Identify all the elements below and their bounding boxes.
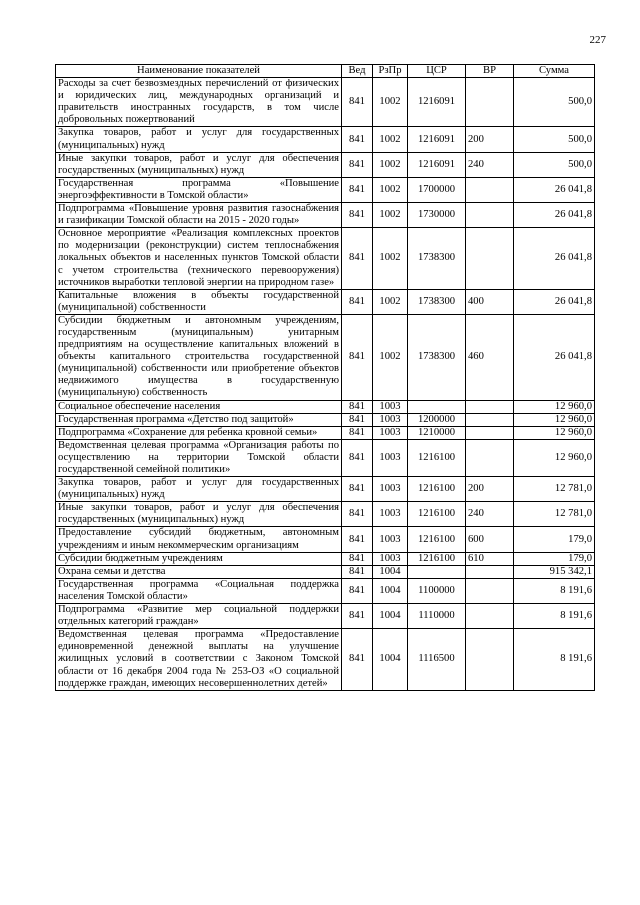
row-csr: 1216091 bbox=[408, 127, 466, 152]
row-rzpr: 1003 bbox=[373, 502, 408, 527]
row-name: Иные закупки товаров, работ и услуг для обеспечения государственных (муниципальных) нужд bbox=[56, 152, 342, 177]
row-csr: 1116500 bbox=[408, 629, 466, 690]
row-name: Государственная программа «Детство под защитой» bbox=[56, 413, 342, 426]
row-sum: 8 191,6 bbox=[514, 604, 595, 629]
row-ved: 841 bbox=[342, 439, 373, 476]
row-sum: 12 960,0 bbox=[514, 426, 595, 439]
row-vr: 240 bbox=[466, 152, 514, 177]
row-rzpr: 1004 bbox=[373, 578, 408, 603]
table-row bbox=[56, 502, 595, 527]
row-csr: 1210000 bbox=[408, 426, 466, 439]
row-sum: 26 041,8 bbox=[514, 289, 595, 314]
row-name: Капитальные вложения в объекты государственной (муниципальной) собственности bbox=[56, 289, 342, 314]
row-ved: 841 bbox=[342, 127, 373, 152]
row-vr bbox=[466, 578, 514, 603]
row-vr: 240 bbox=[466, 502, 514, 527]
row-ved: 841 bbox=[342, 400, 373, 413]
header-name: Наименование показателей bbox=[56, 65, 342, 78]
row-sum: 12 781,0 bbox=[514, 502, 595, 527]
row-csr: 1216091 bbox=[408, 152, 466, 177]
row-sum: 26 041,8 bbox=[514, 177, 595, 202]
page-number: 227 bbox=[589, 34, 606, 46]
header-rzpr: РзПр bbox=[373, 65, 408, 78]
table-row bbox=[56, 552, 595, 565]
header-ved: Вед bbox=[342, 65, 373, 78]
row-rzpr: 1003 bbox=[373, 477, 408, 502]
table-row bbox=[56, 604, 595, 629]
row-vr: 200 bbox=[466, 477, 514, 502]
row-name: Государственная программа «Повышение энергоэффективности в Томской области» bbox=[56, 177, 342, 202]
row-rzpr: 1002 bbox=[373, 228, 408, 289]
table-row bbox=[56, 314, 595, 400]
row-name: Охрана семьи и детства bbox=[56, 565, 342, 578]
row-rzpr: 1003 bbox=[373, 426, 408, 439]
header-vr: ВР bbox=[466, 65, 514, 78]
row-sum: 179,0 bbox=[514, 527, 595, 552]
budget-table bbox=[55, 64, 595, 691]
row-sum: 8 191,6 bbox=[514, 629, 595, 690]
row-vr bbox=[466, 400, 514, 413]
table-row bbox=[56, 565, 595, 578]
row-rzpr: 1004 bbox=[373, 604, 408, 629]
row-ved: 841 bbox=[342, 314, 373, 400]
row-csr: 1200000 bbox=[408, 413, 466, 426]
row-rzpr: 1002 bbox=[373, 289, 408, 314]
table-row bbox=[56, 629, 595, 690]
row-ved: 841 bbox=[342, 289, 373, 314]
row-ved: 841 bbox=[342, 578, 373, 603]
row-ved: 841 bbox=[342, 552, 373, 565]
row-sum: 12 781,0 bbox=[514, 477, 595, 502]
row-ved: 841 bbox=[342, 477, 373, 502]
row-sum: 12 960,0 bbox=[514, 400, 595, 413]
row-ved: 841 bbox=[342, 152, 373, 177]
table-header-row bbox=[56, 65, 595, 78]
row-csr: 1730000 bbox=[408, 203, 466, 228]
table-row bbox=[56, 400, 595, 413]
row-rzpr: 1004 bbox=[373, 565, 408, 578]
row-name: Предоставление субсидий бюджетным, автономным учреждениям и иным некоммерческим организациям bbox=[56, 527, 342, 552]
row-name: Основное мероприятие «Реализация комплексных проектов по модернизации (реконструкции) систем теплоснабжения локальных объектов и населенных пунктов Томской области с учетом строительства (технического перевооружения) источников выработки тепловой энергии на природном газе» bbox=[56, 228, 342, 289]
row-sum: 915 342,1 bbox=[514, 565, 595, 578]
row-csr bbox=[408, 400, 466, 413]
row-csr: 1216100 bbox=[408, 502, 466, 527]
row-rzpr: 1002 bbox=[373, 152, 408, 177]
table-row bbox=[56, 477, 595, 502]
header-sum: Сумма bbox=[514, 65, 595, 78]
row-sum: 12 960,0 bbox=[514, 413, 595, 426]
table-row bbox=[56, 527, 595, 552]
row-rzpr: 1002 bbox=[373, 203, 408, 228]
row-vr bbox=[466, 426, 514, 439]
row-csr: 1738300 bbox=[408, 314, 466, 400]
row-rzpr: 1003 bbox=[373, 552, 408, 565]
row-csr: 1738300 bbox=[408, 228, 466, 289]
table-row bbox=[56, 413, 595, 426]
row-ved: 841 bbox=[342, 203, 373, 228]
row-rzpr: 1003 bbox=[373, 439, 408, 476]
row-csr: 1700000 bbox=[408, 177, 466, 202]
row-sum: 26 041,8 bbox=[514, 314, 595, 400]
row-vr bbox=[466, 439, 514, 476]
row-ved: 841 bbox=[342, 426, 373, 439]
table-row bbox=[56, 578, 595, 603]
table-row bbox=[56, 289, 595, 314]
row-name: Иные закупки товаров, работ и услуг для обеспечения государственных (муниципальных) нужд bbox=[56, 502, 342, 527]
row-csr: 1738300 bbox=[408, 289, 466, 314]
row-name: Подпрограмма «Повышение уровня развития газоснабжения и газификации Томской области на 2015 - 2020 годы» bbox=[56, 203, 342, 228]
table-row bbox=[56, 152, 595, 177]
table-row bbox=[56, 426, 595, 439]
row-vr bbox=[466, 228, 514, 289]
row-rzpr: 1003 bbox=[373, 400, 408, 413]
row-ved: 841 bbox=[342, 78, 373, 127]
table-row bbox=[56, 78, 595, 127]
row-ved: 841 bbox=[342, 413, 373, 426]
row-vr bbox=[466, 177, 514, 202]
row-vr bbox=[466, 565, 514, 578]
row-name: Ведомственная целевая программа «Предоставление единовременной денежной выплаты на улучшение жилищных условий в соответствии с Законом Томской области от 16 декабря 2004 года № 253-ОЗ «О социальной поддержке граждан, имеющих несовершеннолетних детей» bbox=[56, 629, 342, 690]
table-row bbox=[56, 177, 595, 202]
row-name: Ведомственная целевая программа «Организация работы по осуществлению на территории Томской области государственной семейной политики» bbox=[56, 439, 342, 476]
row-name: Подпрограмма «Сохранение для ребенка кровной семьи» bbox=[56, 426, 342, 439]
row-vr: 400 bbox=[466, 289, 514, 314]
row-rzpr: 1003 bbox=[373, 527, 408, 552]
header-csr: ЦСР bbox=[408, 65, 466, 78]
row-name: Подпрограмма «Развитие мер социальной поддержки отдельных категорий граждан» bbox=[56, 604, 342, 629]
row-name: Субсидии бюджетным учреждениям bbox=[56, 552, 342, 565]
row-csr: 1110000 bbox=[408, 604, 466, 629]
row-vr bbox=[466, 413, 514, 426]
row-csr: 1216100 bbox=[408, 439, 466, 476]
row-name: Закупка товаров, работ и услуг для государственных (муниципальных) нужд bbox=[56, 127, 342, 152]
row-sum: 179,0 bbox=[514, 552, 595, 565]
row-ved: 841 bbox=[342, 502, 373, 527]
row-ved: 841 bbox=[342, 228, 373, 289]
table-row bbox=[56, 439, 595, 476]
row-sum: 26 041,8 bbox=[514, 203, 595, 228]
row-name: Закупка товаров, работ и услуг для государственных (муниципальных) нужд bbox=[56, 477, 342, 502]
row-rzpr: 1002 bbox=[373, 177, 408, 202]
row-sum: 8 191,6 bbox=[514, 578, 595, 603]
row-vr bbox=[466, 604, 514, 629]
row-sum: 12 960,0 bbox=[514, 439, 595, 476]
row-rzpr: 1002 bbox=[373, 78, 408, 127]
row-vr bbox=[466, 78, 514, 127]
row-rzpr: 1004 bbox=[373, 629, 408, 690]
table-row bbox=[56, 228, 595, 289]
row-csr: 1100000 bbox=[408, 578, 466, 603]
row-ved: 841 bbox=[342, 565, 373, 578]
row-sum: 500,0 bbox=[514, 152, 595, 177]
row-name: Расходы за счет безвозмездных перечислений от физических и юридических лиц, международных организаций и правительств иностранных государств, в том числе добровольных пожертвований bbox=[56, 78, 342, 127]
row-rzpr: 1002 bbox=[373, 127, 408, 152]
row-vr: 200 bbox=[466, 127, 514, 152]
row-vr bbox=[466, 629, 514, 690]
row-name: Государственная программа «Социальная поддержка населения Томской области» bbox=[56, 578, 342, 603]
row-vr: 460 bbox=[466, 314, 514, 400]
row-rzpr: 1003 bbox=[373, 413, 408, 426]
row-sum: 500,0 bbox=[514, 127, 595, 152]
row-sum: 26 041,8 bbox=[514, 228, 595, 289]
row-csr: 1216100 bbox=[408, 527, 466, 552]
row-rzpr: 1002 bbox=[373, 314, 408, 400]
row-vr: 610 bbox=[466, 552, 514, 565]
row-vr: 600 bbox=[466, 527, 514, 552]
row-ved: 841 bbox=[342, 527, 373, 552]
row-csr: 1216100 bbox=[408, 552, 466, 565]
row-csr bbox=[408, 565, 466, 578]
row-ved: 841 bbox=[342, 177, 373, 202]
row-name: Субсидии бюджетным и автономным учреждениям, государственным (муниципальным) унитарным предприятиям на осуществление капитальных вложений в объекты капитального строительства государственной (муниципальной) собственности или приобретение объектов недвижимого имущества в государственную (муниципальную) собственность bbox=[56, 314, 342, 400]
table-row bbox=[56, 127, 595, 152]
table-row bbox=[56, 203, 595, 228]
row-vr bbox=[466, 203, 514, 228]
row-name: Социальное обеспечение населения bbox=[56, 400, 342, 413]
row-ved: 841 bbox=[342, 604, 373, 629]
row-csr: 1216100 bbox=[408, 477, 466, 502]
row-csr: 1216091 bbox=[408, 78, 466, 127]
row-ved: 841 bbox=[342, 629, 373, 690]
row-sum: 500,0 bbox=[514, 78, 595, 127]
